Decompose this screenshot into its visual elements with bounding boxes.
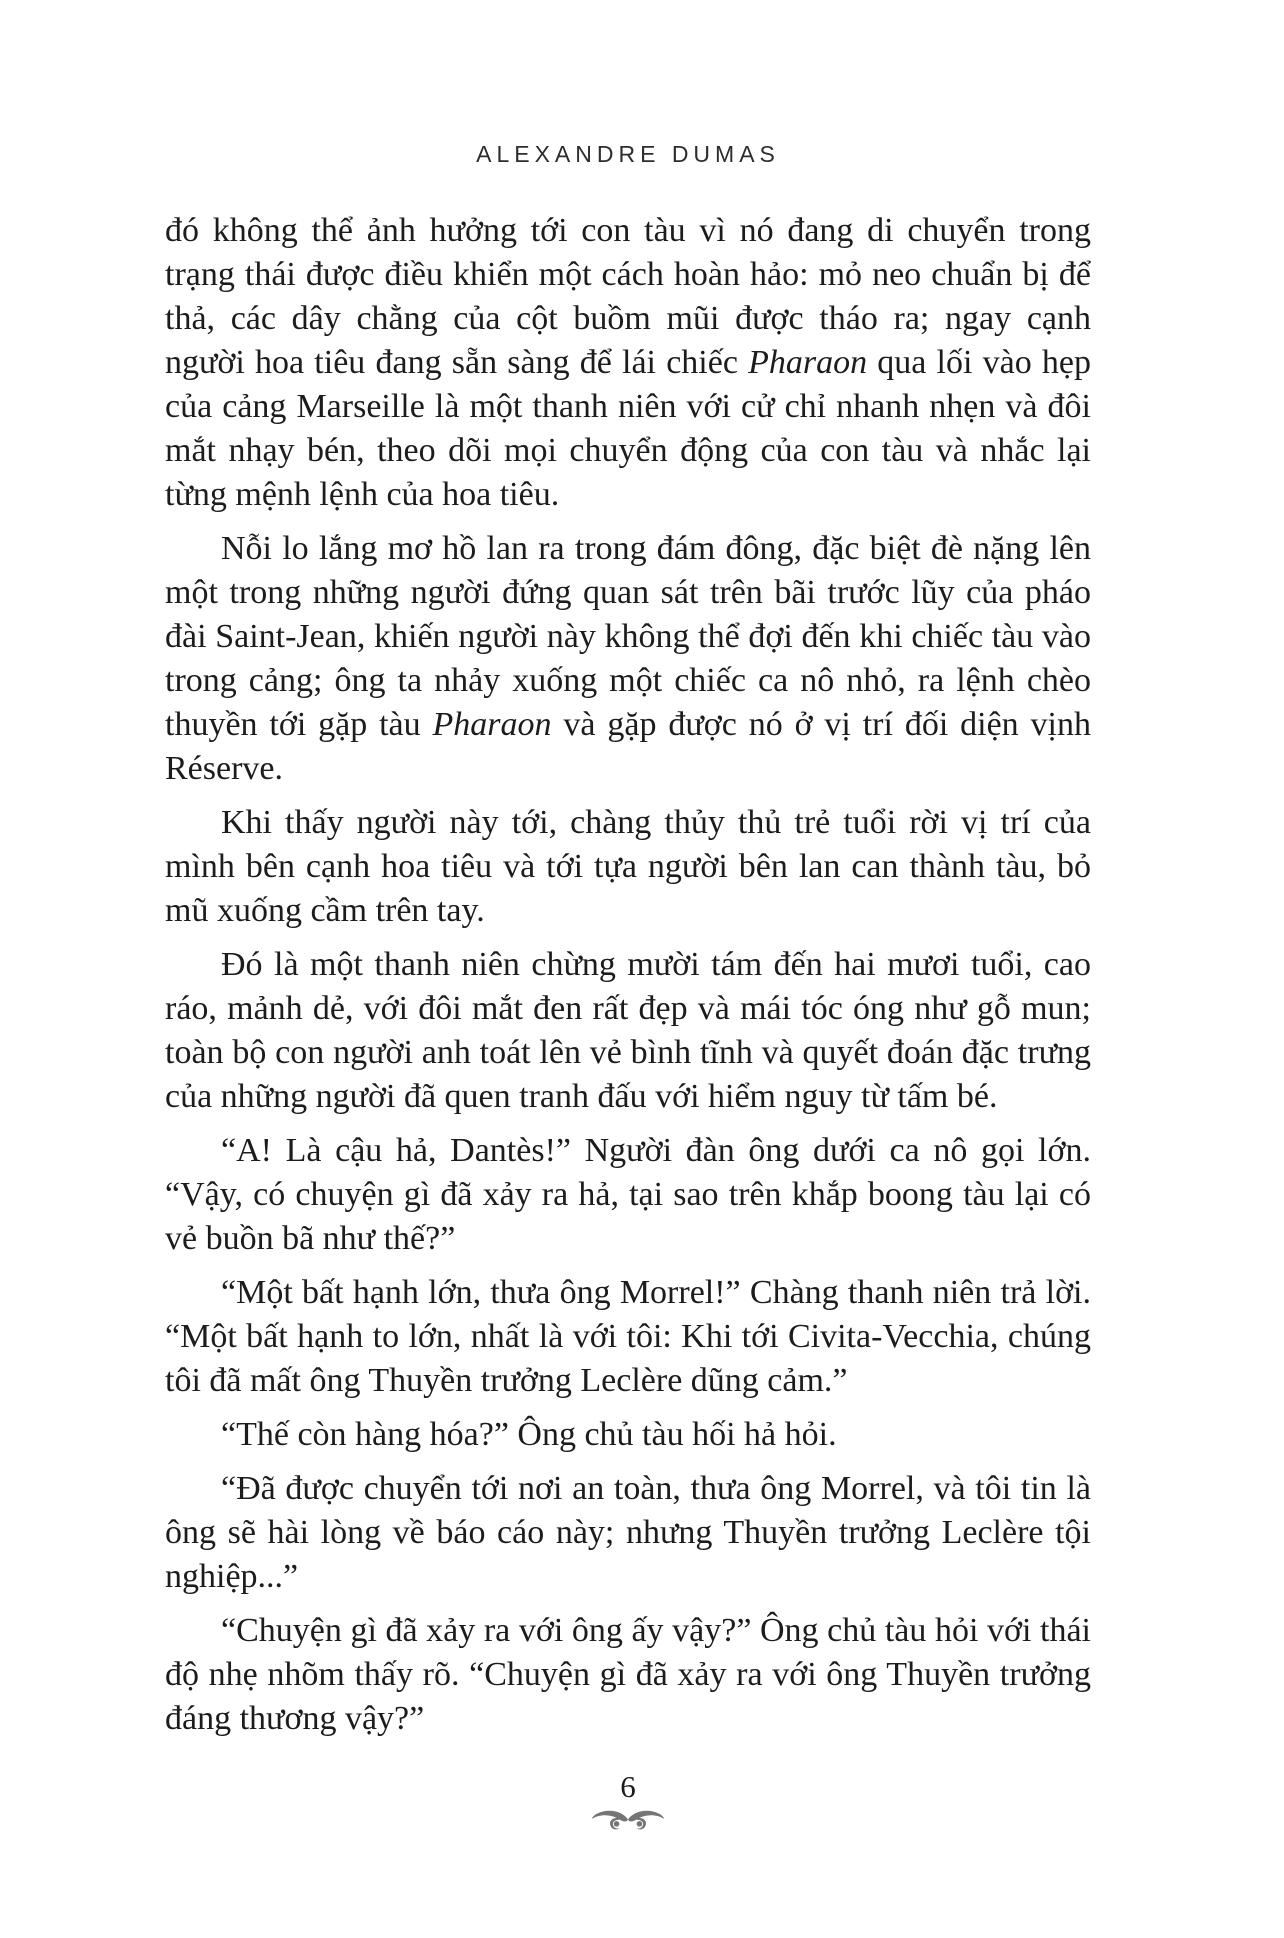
- text-segment: “Một bất hạnh lớn, thưa ông Morrel!” Chàng thanh niên trả lời. “Một bất hạnh to lớn, nhất là với tôi: Khi tới Civita-Vecchia, chúng tôi đã mất ông Thuyền trưởng Leclère dũng cảm.”: [165, 1274, 1091, 1399]
- text-segment: và gặp được nó ở vị trí đối diện vịnh Réserve.: [165, 706, 1091, 787]
- text-segment: “Chuyện gì đã xảy ra với ông ấy vậy?” Ông chủ tàu hỏi với thái độ nhẹ nhõm thấy rõ. “Chuyện gì đã xảy ra với ông Thuyền trưởng đáng thương vậy?”: [165, 1612, 1091, 1737]
- running-header-author: ALEXANDRE DUMAS: [476, 141, 780, 167]
- paragraph-7: [165, 1413, 1091, 1457]
- flourish-shapes: [592, 1811, 665, 1830]
- text-segment: “Đã được chuyển tới nơi an toàn, thưa ông Morrel, và tôi tin là ông sẽ hài lòng về báo cáo này; nhưng Thuyền trưởng Leclère tội nghiệp...”: [165, 1470, 1091, 1595]
- paragraph-2: [165, 527, 1091, 791]
- paragraph-4: [165, 943, 1091, 1119]
- text-segment: “Thế còn hàng hóa?” Ông chủ tàu hối hả hỏi.: [221, 1416, 837, 1453]
- text-segment: “A! Là cậu hả, Dantès!” Người đàn ông dưới ca nô gọi lớn. “Vậy, có chuyện gì đã xảy ra hả, tại sao trên khắp boong tàu lại có vẻ buồn bã như thế?”: [165, 1132, 1091, 1257]
- page-footer: [165, 1769, 1091, 1836]
- ornamental-flourish-icon: [579, 1806, 677, 1836]
- paragraph-6: [165, 1271, 1091, 1403]
- paragraph-1: [165, 209, 1091, 517]
- page-number: 6: [620, 1769, 636, 1804]
- paragraph-3: [165, 801, 1091, 933]
- paragraph-9: [165, 1609, 1091, 1741]
- text-segment: đó không thể ảnh hưởng tới con tàu vì nó đang di chuyển trong trạng thái được điều khiển một cách hoàn hảo: mỏ neo chuẩn bị để thả, các dây chằng của cột buồm mũi được tháo ra; ngay cạnh người hoa tiêu đang sẵn sàng để lái chiếc: [165, 212, 1091, 381]
- body-text: [165, 209, 1091, 1751]
- text-segment: Đó là một thanh niên chừng mười tám đến hai mươi tuổi, cao ráo, mảnh dẻ, với đôi mắt đen rất đẹp và mái tóc óng như gỗ mun; toàn bộ con người anh toát lên vẻ bình tĩnh và quyết đoán đặc trưng của những người đã quen tranh đấu với hiểm nguy từ tấm bé.: [165, 946, 1091, 1115]
- ship-name-italic: Pharaon: [748, 344, 868, 381]
- paragraph-5: [165, 1129, 1091, 1261]
- text-segment: Khi thấy người này tới, chàng thủy thủ trẻ tuổi rời vị trí của mình bên cạnh hoa tiêu và tới tựa người bên lan can thành tàu, bỏ mũ xuống cầm trên tay.: [165, 804, 1091, 929]
- text-segment: Nỗi lo lắng mơ hồ lan ra trong đám đông, đặc biệt đè nặng lên một trong những người đứng quan sát trên bãi trước lũy của pháo đài Saint-Jean, khiến người này không thể đợi đến khi chiếc tàu vào trong cảng; ông ta nhảy xuống một chiếc ca nô nhỏ, ra lệnh chèo thuyền tới gặp tàu: [165, 530, 1091, 743]
- ship-name-italic: Pharaon: [432, 706, 552, 743]
- text-segment: qua lối vào hẹp của cảng Marseille là một thanh niên với cử chỉ nhanh nhẹn và đôi mắt nhạy bén, theo dõi mọi chuyển động của con tàu và nhắc lại từng mệnh lệnh của hoa tiêu.: [165, 344, 1091, 513]
- paragraph-8: [165, 1467, 1091, 1599]
